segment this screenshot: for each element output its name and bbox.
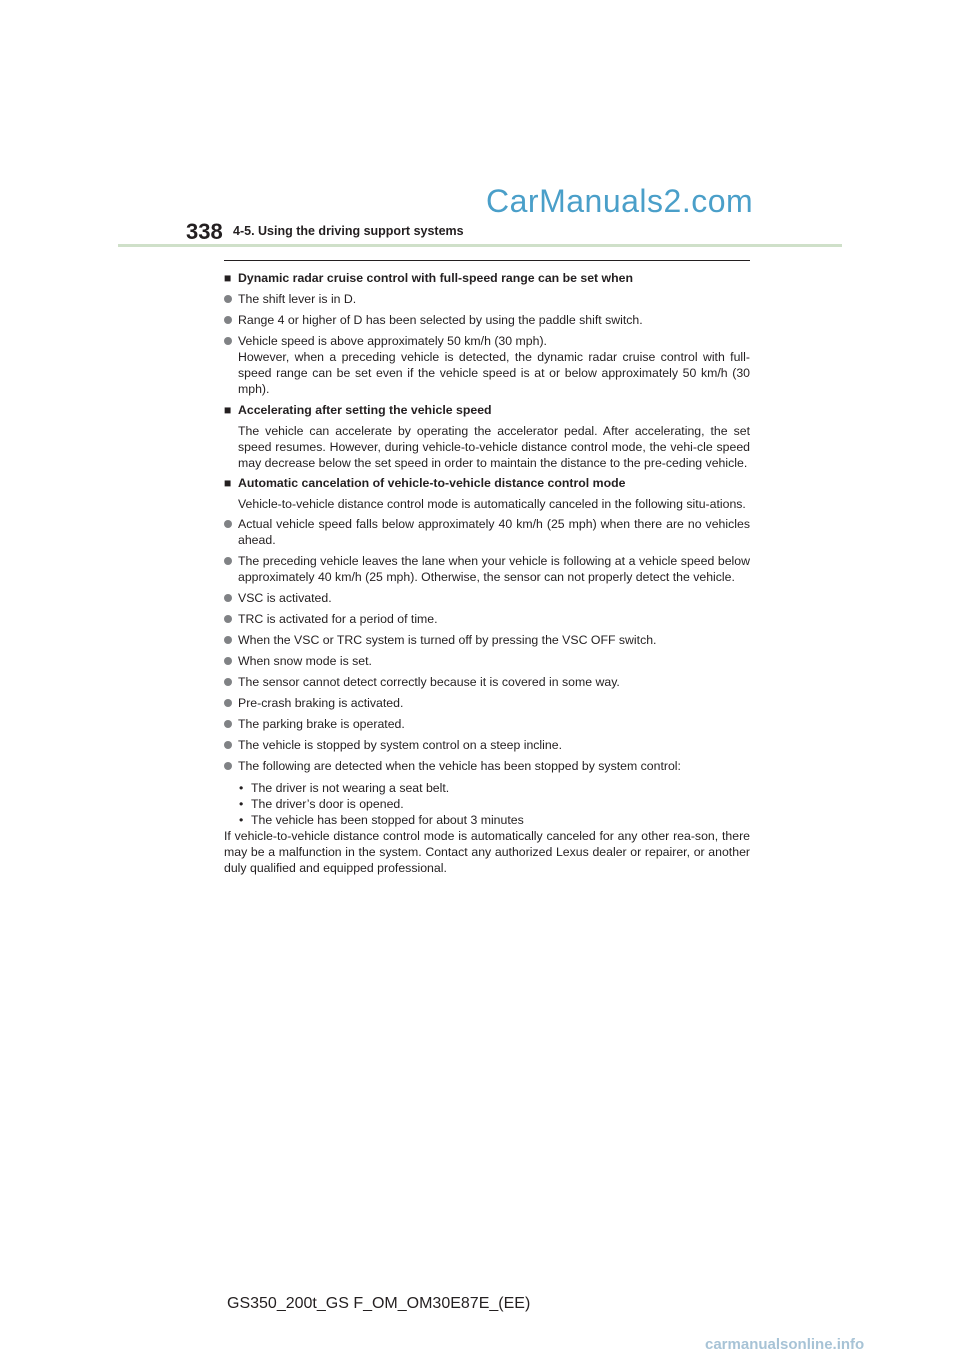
small-dot-icon: • bbox=[239, 797, 244, 811]
small-dot-icon: • bbox=[239, 813, 244, 827]
content-divider bbox=[224, 260, 750, 261]
list-item: The parking brake is operated. bbox=[224, 716, 750, 732]
list-item: When snow mode is set. bbox=[224, 653, 750, 669]
page-number: 338 bbox=[186, 219, 223, 244]
small-dot-icon: • bbox=[239, 781, 244, 795]
section-heading: ■ Automatic cancelation of vehicle-to-vehicle distance control mode bbox=[224, 476, 626, 490]
section-heading: ■ Accelerating after setting the vehicle speed bbox=[224, 403, 492, 417]
sub-list-item: • The driver’s door is opened. bbox=[239, 797, 404, 811]
list-item: VSC is activated. bbox=[224, 590, 750, 606]
circle-bullet-icon bbox=[224, 316, 232, 324]
circle-bullet-icon bbox=[224, 636, 232, 644]
list-item: The sensor cannot detect correctly because it is covered in some way. bbox=[224, 674, 750, 690]
section-heading: ■ Dynamic radar cruise control with full-speed range can be set when bbox=[224, 271, 633, 285]
list-item: Pre-crash braking is activated. bbox=[224, 695, 750, 711]
circle-bullet-icon bbox=[224, 720, 232, 728]
sub-list-item: • The vehicle has been stopped for about 3 minutes bbox=[239, 813, 524, 827]
circle-bullet-icon bbox=[224, 557, 232, 565]
circle-bullet-icon bbox=[224, 678, 232, 686]
circle-bullet-icon bbox=[224, 762, 232, 770]
circle-bullet-icon bbox=[224, 615, 232, 623]
list-item: The vehicle is stopped by system control on a steep incline. bbox=[224, 737, 750, 753]
circle-bullet-icon bbox=[224, 699, 232, 707]
square-bullet-icon: ■ bbox=[224, 403, 232, 417]
list-item: The preceding vehicle leaves the lane when your vehicle is following at a vehicle speed below approximately 40 km/h (25 mph). Otherwise, the sensor can not properly detect the vehicle. bbox=[224, 553, 750, 585]
circle-bullet-icon bbox=[224, 337, 232, 345]
list-item: When the VSC or TRC system is turned off by pressing the VSC OFF switch. bbox=[224, 632, 750, 648]
list-item: The following are detected when the vehicle has been stopped by system control: bbox=[224, 758, 750, 774]
square-bullet-icon: ■ bbox=[224, 476, 232, 490]
page-content bbox=[224, 270, 750, 880]
circle-bullet-icon bbox=[224, 657, 232, 665]
square-bullet-icon: ■ bbox=[224, 271, 232, 285]
document-code-footer: GS350_200t_GS F_OM_OM30E87E_(EE) bbox=[227, 1295, 531, 1312]
header-divider bbox=[118, 244, 842, 247]
closing-paragraph: If vehicle-to-vehicle distance control mode is automatically canceled for any other rea-son, there may be a malfunction in the system. Contact any authorized Lexus dealer or repairer, or another duly qualified and equipped professional. bbox=[224, 829, 750, 875]
section-title: 4-5. Using the driving support systems bbox=[233, 224, 464, 238]
paragraph: The vehicle can accelerate by operating the accelerator pedal. After accelerating, the set speed resumes. However, during vehicle-to-vehicle distance control mode, the vehi-cle speed may decrease below the set speed in order to maintain the distance to the pre-ceding vehicle. bbox=[238, 424, 750, 470]
circle-bullet-icon bbox=[224, 594, 232, 602]
list-item: The shift lever is in D. bbox=[224, 291, 750, 307]
list-item: Actual vehicle speed falls below approximately 40 km/h (25 mph) when there are no vehicles ahead. bbox=[224, 516, 750, 548]
sub-list-item: • The driver is not wearing a seat belt. bbox=[239, 781, 450, 795]
circle-bullet-icon bbox=[224, 295, 232, 303]
list-item: Range 4 or higher of D has been selected by using the paddle shift switch. bbox=[224, 312, 750, 328]
circle-bullet-icon bbox=[224, 520, 232, 528]
list-item: TRC is activated for a period of time. bbox=[224, 611, 750, 627]
paragraph: Vehicle-to-vehicle distance control mode is automatically canceled in the following situ-ations. bbox=[238, 497, 746, 511]
list-item: Vehicle speed is above approximately 50 km/h (30 mph). However, when a preceding vehicle is detected, the dynamic radar cruise control with full-speed range can be set even if the vehicle speed is at or below approximately 50 km/h (30 mph). bbox=[224, 333, 750, 397]
circle-bullet-icon bbox=[224, 741, 232, 749]
watermark-logo-bottom: carmanualsonline.info bbox=[705, 1336, 865, 1353]
watermark-logo-top: CarManuals2.com bbox=[486, 183, 754, 219]
